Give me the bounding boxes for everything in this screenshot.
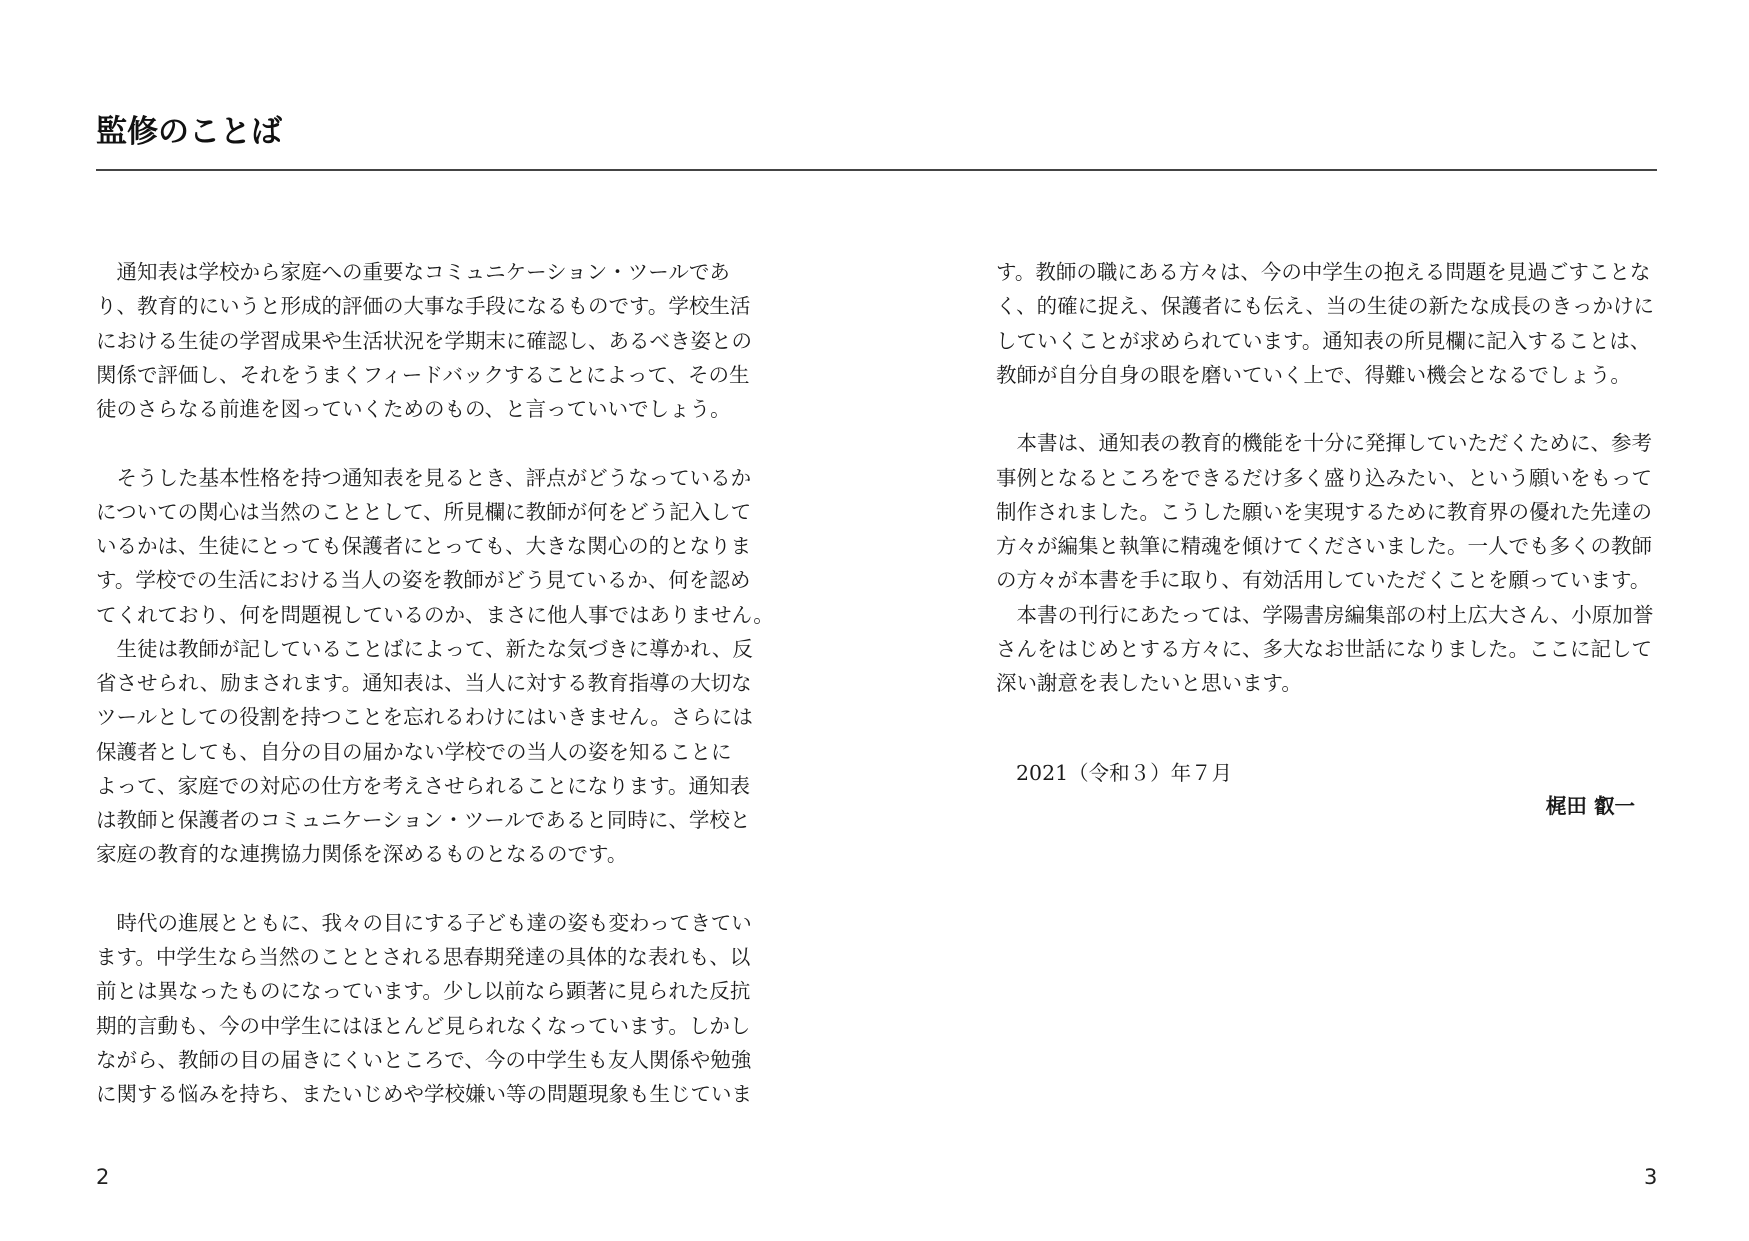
text-line: 教師が自分自身の眼を磨いていく上で、得難い機会となるでしょう。 bbox=[996, 362, 1631, 387]
text-line: 方々が編集と執筆に精魂を傾けてくださいました。一人でも多くの教師 bbox=[996, 534, 1652, 558]
title-divider bbox=[96, 169, 1657, 171]
text-line: 前とは異なったものになっています。少し以前なら顕著に見られた反抗 bbox=[96, 979, 751, 1004]
date-line: 2021（令和３）年７月 bbox=[1016, 761, 1233, 785]
text-line: 本書は、通知表の教育的機能を十分に発揮していただくために、参考 bbox=[996, 431, 1652, 456]
text-line: の方々が本書を手に取り、有効活用していただくことを願っています。 bbox=[996, 568, 1651, 593]
text-line: よって、家庭での対応の仕方を考えさせられることになります。通知表 bbox=[96, 773, 750, 798]
text-line: 時代の進展とともに、我々の目にする子ども達の姿も変わってきてい bbox=[96, 910, 752, 935]
text-line: 関係で評価し、それをうまくフィードバックすることによって、その生 bbox=[96, 362, 750, 387]
page-number-left: 2 bbox=[96, 1165, 110, 1189]
page-title: 監修のことば bbox=[96, 114, 282, 150]
text-line: てくれており、何を問題視しているのか、まさに他人事ではありません。 bbox=[96, 602, 774, 627]
text-line: 期的言動も、今の中学生にはほとんど見られなくなっています。しかし bbox=[96, 1013, 751, 1038]
right-column-text bbox=[996, 255, 1661, 700]
text-line: ツールとしての役割を持つことを忘れるわけにはいきません。さらには bbox=[96, 705, 753, 730]
text-line: に関する悩みを持ち、またいじめや学校嫌い等の問題現象も生じていま bbox=[96, 1082, 752, 1106]
text-line: 生徒は教師が記していることばによって、新たな気づきに導かれ、反 bbox=[96, 636, 753, 661]
text-line: 本書の刊行にあたっては、学陽書房編集部の村上広大さん、小原加誉 bbox=[996, 602, 1654, 627]
text-line: す。教師の職にある方々は、今の中学生の抱える問題を見過ごすことな bbox=[996, 260, 1651, 284]
text-line: そうした基本性格を持つ通知表を見るとき、評点がどうなっているか bbox=[96, 465, 752, 490]
text-line: 徒のさらなる前進を図っていくためのもの、と言っていいでしょう。 bbox=[96, 397, 731, 421]
text-line: 省させられ、励まされます。通知表は、当人に対する教育指導の大切な bbox=[96, 671, 752, 695]
paragraph-gap bbox=[96, 872, 761, 906]
author-signature: 梶田 叡一 bbox=[1545, 794, 1635, 818]
left-column-text bbox=[96, 255, 774, 1111]
text-line: していくことが求められています。通知表の所見欄に記入することは、 bbox=[996, 328, 1651, 353]
text-line: く、的確に捉え、保護者にも伝え、当の生徒の新たな成長のきっかけに bbox=[996, 294, 1655, 319]
paragraph-gap bbox=[96, 426, 761, 460]
text-line: 通知表は学校から家庭への重要なコミュニケーション・ツールであ bbox=[96, 260, 730, 284]
text-line: 家庭の教育的な連携協力関係を深めるものとなるのです。 bbox=[96, 842, 628, 867]
text-line: さんをはじめとする方々に、多大なお世話になりました。ここに記して bbox=[996, 636, 1652, 661]
text-line: り、教育的にいうと形成的評価の大事な手段になるものです。学校生活 bbox=[96, 294, 751, 319]
page-number-right: 3 bbox=[1644, 1165, 1658, 1189]
text-line: ながら、教師の目の届きにくいところで、今の中学生も友人関係や勉強 bbox=[96, 1047, 752, 1072]
text-line: 保護者としても、自分の目の届かない学校での当人の姿を知ることに bbox=[96, 739, 732, 764]
text-line: いるかは、生徒にとっても保護者にとっても、大きな関心の的となりま bbox=[96, 534, 752, 558]
text-line: 深い謝意を表したいと思います。 bbox=[996, 671, 1302, 695]
text-line: 事例となるところをできるだけ多く盛り込みたい、という願いをもって bbox=[996, 465, 1652, 490]
text-line: ます。中学生なら当然のこととされる思春期発達の具体的な表れも、以 bbox=[96, 945, 751, 969]
text-line: についての関心は当然のこととして、所見欄に教師が何をどう記入して bbox=[96, 499, 752, 524]
text-line: 制作されました。こうした願いを実現するために教育界の優れた先達の bbox=[996, 499, 1652, 524]
text-line: す。学校での生活における当人の姿を教師がどう見ているか、何を認め bbox=[96, 568, 751, 593]
text-line: における生徒の学習成果や生活状況を学期末に確認し、あるべき姿との bbox=[96, 328, 752, 353]
text-line: は教師と保護者のコミュニケーション・ツールであると同時に、学校と bbox=[96, 808, 751, 832]
paragraph-gap bbox=[996, 392, 1661, 426]
